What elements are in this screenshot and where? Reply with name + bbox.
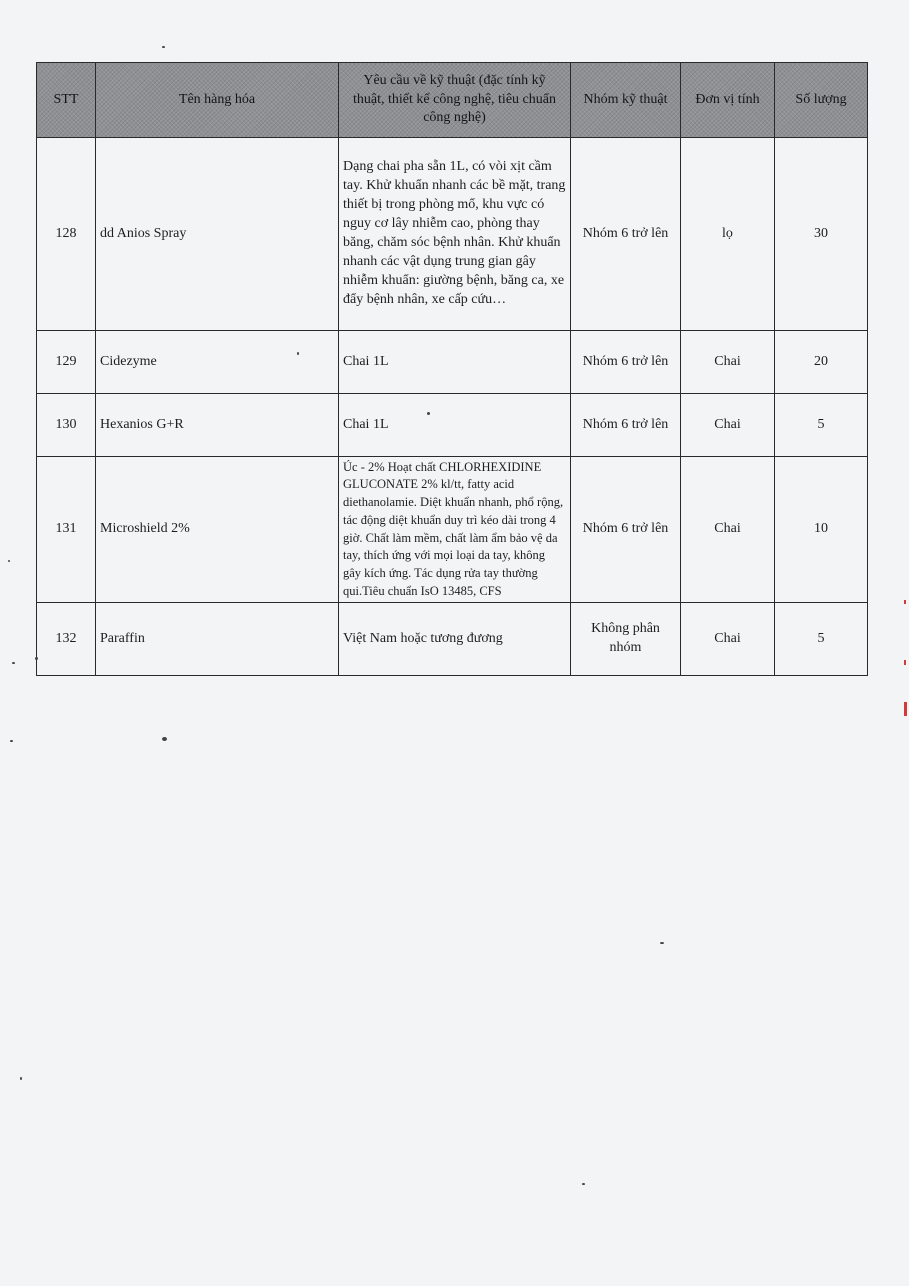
- cell-group: Nhóm 6 trở lên: [571, 331, 681, 394]
- scan-speck: [20, 1077, 22, 1080]
- table-row: [37, 331, 868, 394]
- edge-red-mark: [904, 702, 907, 716]
- edge-red-mark: [904, 600, 906, 604]
- scan-speck: [10, 740, 13, 742]
- cell-name: Microshield 2%: [96, 457, 339, 603]
- cell-name: dd Anios Spray: [96, 138, 339, 331]
- cell-group: Không phân nhóm: [571, 603, 681, 676]
- cell-name: Hexanios G+R: [96, 394, 339, 457]
- cell-stt: 129: [37, 331, 96, 394]
- header-stt: STT: [37, 63, 96, 138]
- header-row: [37, 63, 868, 138]
- scan-speck: [162, 46, 165, 48]
- cell-unit: Chai: [681, 394, 775, 457]
- header-spec: Yêu cầu về kỹ thuật (đặc tính kỹ thuật, thiết kế công nghệ, tiêu chuẩn công nghệ): [339, 63, 571, 138]
- cell-spec: Việt Nam hoặc tương đương: [339, 603, 571, 676]
- header-name: Tên hàng hóa: [96, 63, 339, 138]
- cell-name: Paraffin: [96, 603, 339, 676]
- table-row: [37, 394, 868, 457]
- goods-table: [36, 62, 868, 676]
- cell-spec: Chai 1L: [339, 394, 571, 457]
- scan-speck: [12, 662, 15, 664]
- cell-stt: 130: [37, 394, 96, 457]
- cell-qty: 20: [775, 331, 868, 394]
- cell-qty: 5: [775, 603, 868, 676]
- cell-spec: Úc - 2% Hoạt chất CHLORHEXIDINE GLUCONATE 2% kl/tt, fatty acid diethanolamie. Diệt khuẩn nhanh, phổ rộng, tác động diệt khuẩn duy trì kéo dài trong 4 giờ. Chất làm mềm, chất làm ẩm bảo vệ da tay, thích ứng với mọi loại da tay, không gây kích ứng. Tác dụng rửa tay thường qui.Tiêu chuẩn IsO 13485, CFS: [339, 457, 571, 603]
- header-group: Nhóm kỹ thuật: [571, 63, 681, 138]
- table-row: [37, 138, 868, 331]
- cell-qty: 10: [775, 457, 868, 603]
- cell-group: Nhóm 6 trở lên: [571, 138, 681, 331]
- table-row: [37, 457, 868, 603]
- scan-speck: [35, 657, 38, 660]
- header-unit: Đơn vị tính: [681, 63, 775, 138]
- cell-unit: Chai: [681, 603, 775, 676]
- edge-red-mark: [904, 660, 906, 665]
- header-qty: Số lượng: [775, 63, 868, 138]
- scan-speck: [427, 412, 430, 415]
- cell-unit: Chai: [681, 457, 775, 603]
- cell-unit: Chai: [681, 331, 775, 394]
- cell-name: Cidezyme: [96, 331, 339, 394]
- cell-stt: 131: [37, 457, 96, 603]
- cell-qty: 5: [775, 394, 868, 457]
- cell-unit: lọ: [681, 138, 775, 331]
- scan-speck: [582, 1183, 585, 1185]
- cell-spec: Dạng chai pha sẵn 1L, có vòi xịt cầm tay. Khử khuẩn nhanh các bề mặt, trang thiết bị trong phòng mổ, khu vực có nguy cơ lây nhiễm cao, phòng thay băng, chăm sóc bệnh nhân. Khử khuẩn nhanh các vật dụng trung gian gây nhiễm khuẩn: giường bệnh, băng ca, xe đẩy bệnh nhân, xe cấp cứu…: [339, 138, 571, 331]
- scan-speck: [162, 737, 167, 741]
- cell-group: Nhóm 6 trở lên: [571, 394, 681, 457]
- cell-stt: 132: [37, 603, 96, 676]
- cell-stt: 128: [37, 138, 96, 331]
- cell-spec: Chai 1L: [339, 331, 571, 394]
- scan-speck: [8, 560, 10, 562]
- cell-group: Nhóm 6 trở lên: [571, 457, 681, 603]
- cell-qty: 30: [775, 138, 868, 331]
- table-row: [37, 603, 868, 676]
- scan-speck: [297, 352, 299, 355]
- scan-speck: [660, 942, 664, 944]
